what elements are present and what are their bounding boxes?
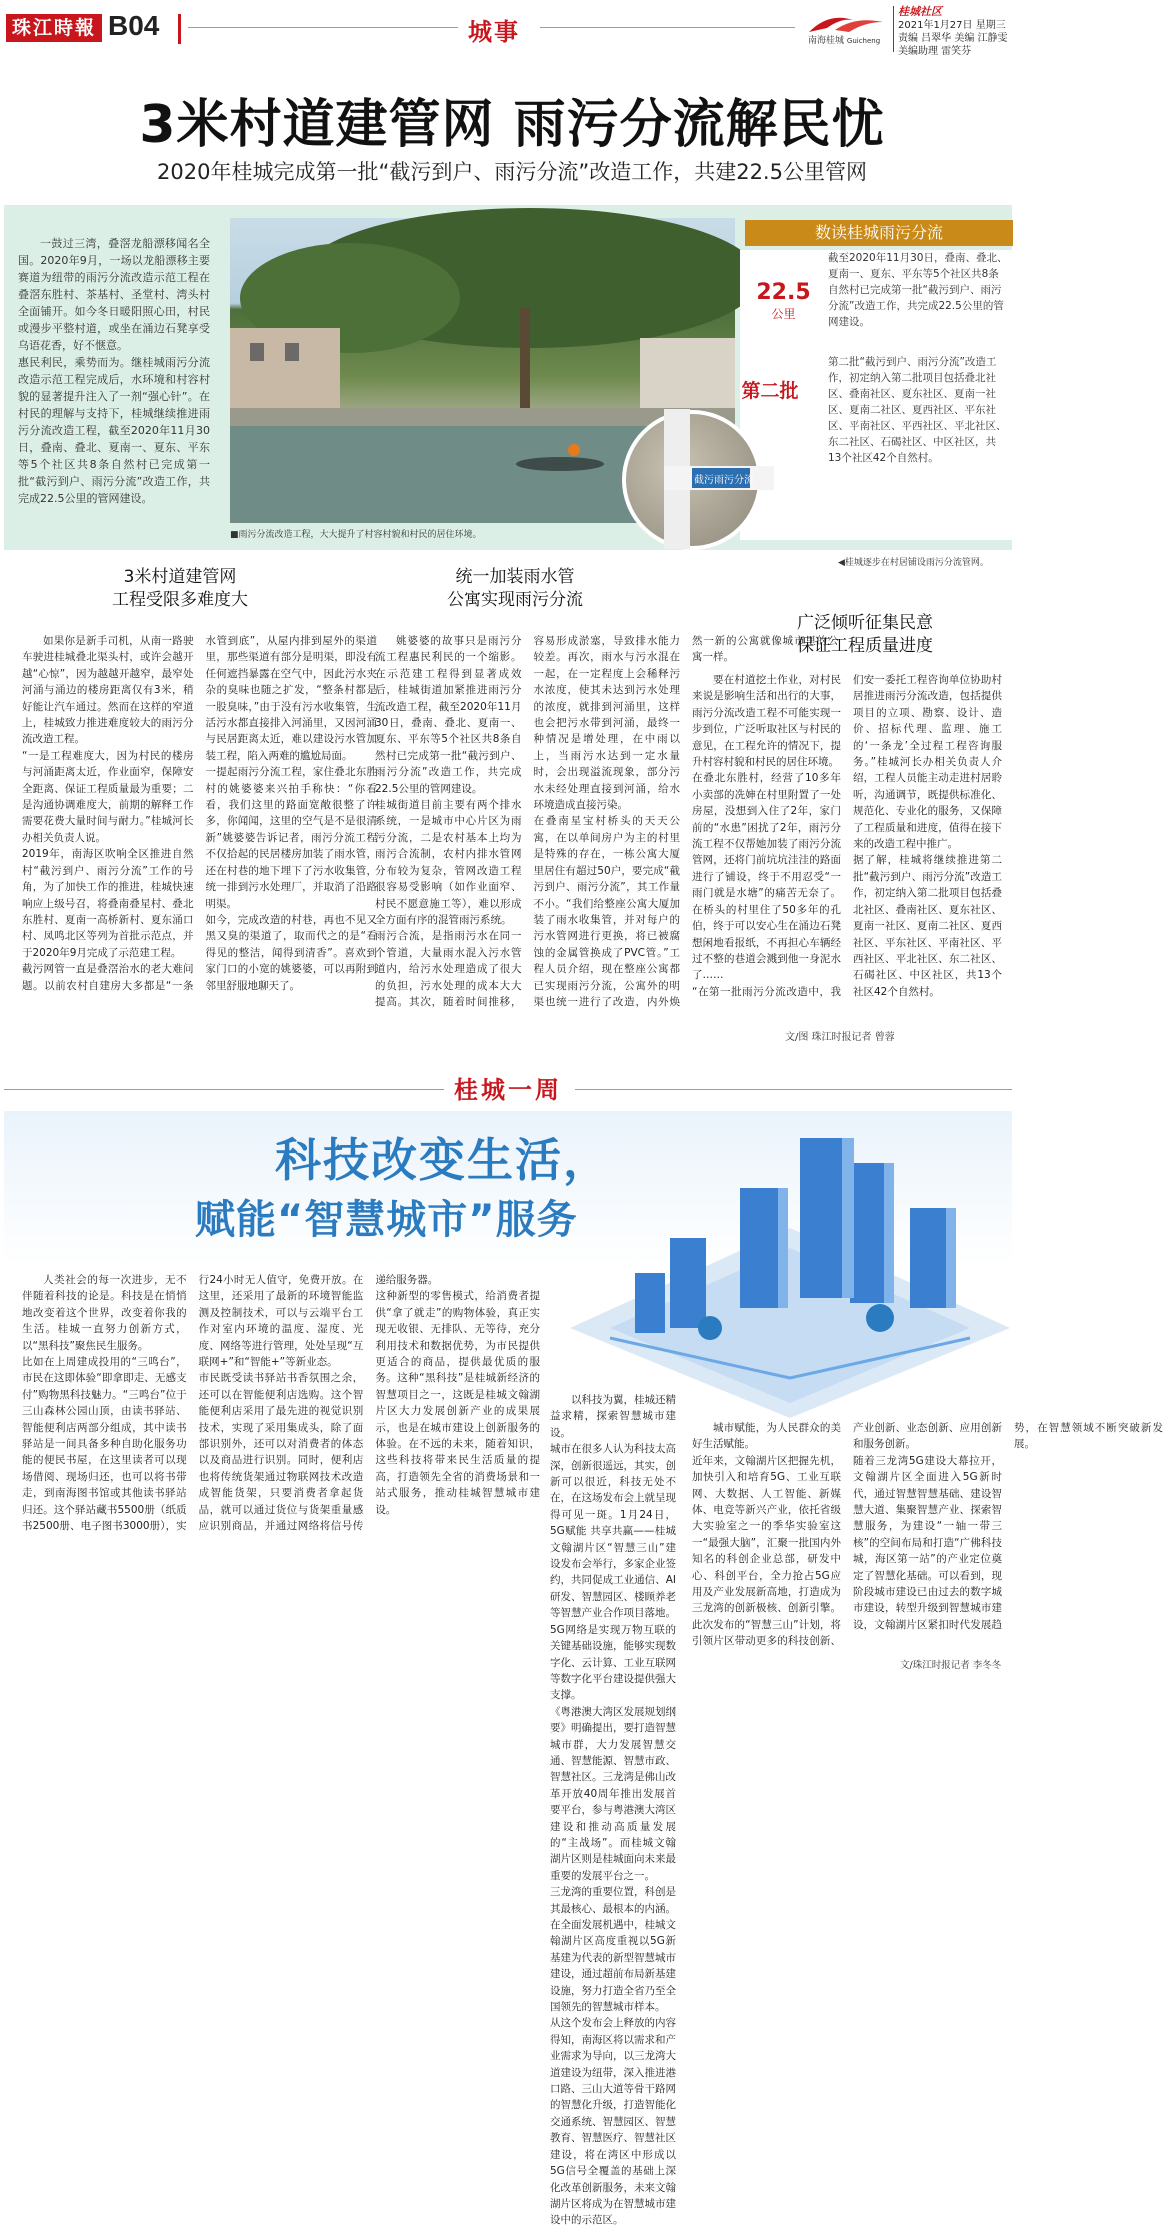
section2-credit: 文/珠江时报记者 李冬冬 xyxy=(900,1660,1002,1671)
section2-headline-1: 科技改变生活， xyxy=(275,1133,611,1187)
section2-headline-2: 赋能“智慧城市”服务 xyxy=(195,1197,578,1243)
newspaper-brand: 珠江時報 xyxy=(6,14,102,42)
pipe-caption: ◀桂城逐步在村居铺设雨污分流管网。 xyxy=(838,558,989,568)
editor-assistant: 美编助理 雷笑芬 xyxy=(898,46,972,57)
pipe-icon xyxy=(626,414,758,546)
header-divider xyxy=(178,14,181,44)
stat-unit: 公里 xyxy=(771,307,796,321)
column-3-title: 广泛倾听征集民意 保证工程质量进度 xyxy=(797,613,933,656)
section2-title: 桂城一周 xyxy=(454,1076,562,1104)
column-3-text: 要在村道挖土作业，对村民来说是影响生活和出行的大事，雨污分流改造工程不可能实现一步到位，广泛听取社区与村民的意见，在工程允许的情况下，提升村容村貌和村民的居住环境。 在叠北东胜村，经营了10多年小卖部的冼婶在村里附置了一处房屋，没想到入住了2年，家门前的“水患”困扰了2年，雨污分流工程不仅帮她加装了雨污分流管网，还将门前坑坑洼洼的路面进行了铺设，终于不用忍受“一雨门就是水塘”的痛苦无奈了。在桥头的村里住了50多年的孔伯，终于可以安心生在涌边石凳想闲地看报纸，不再担心车辆经过不整的巷道会溅到他一身泥水了…… “在第一批雨污分流改造中，我们安一委托工程咨询单位协助村居推进雨污分流改造，包括提供项目的立项、勘察、设计、造价、招标代理、监理、施工的‘一条龙’全过程工程咨询服务。”桂城河长办相关负责人介绍，工程人员能主动走进村居聆听，沟通调节，既提供标准化、规范化、专业化的服务，又保障了工程质量和进度，值得在接下来的改造工程中推广。 据了解，桂城将继续推进第二批“截污到户、雨污分流”改造工作，初定纳入第二批项目包括叠北社区、叠南社区、夏东社区、夏南一社区、夏南二社区、夏西社区、平东社区、平南社区、平西社区、平北社区、东二社区、石碣社区、中区社区，共13个社区42个自然村。 xyxy=(692,674,1002,998)
column-2-text: 姚婆婆的故事只是雨污分流工程惠民利民的一个缩影。在示范建工程得到显著成效后，桂城街道加紧推进雨污分流改造工程，截至2020年11月30日，叠南、叠北、夏南一、夏东、平东等5个社区共8条自然村已完成第一批“截污到户、雨污分流”改造工作，共完成22.5公里的管网建设。 桂城街道目前主要有两个排水系统，一是城市中心片区为雨污分流，二是农村基本上均为雨污合流制，农村内排水管网分布较为复杂，管网改造工程很容易受影响（如作业面窄、村民不愿意施工等），难以形成全方面有序的混管雨污系统。 雨污合流，是指雨污水在同一个管道，大量雨水混入污水管道内，给污水处理造成了很大的负担，污水处理的成本大大提高。其次，随着时间推移，容易形成淤塞，导致排水能力较差。再次，雨水与污水混在一起，在一定程度上会稀释污水浓度，使其未达到污水处理的浓度，就排到河涌里，这样也会把污水带到河涌，最终一种情况是增处理，在中雨以上，当雨污水达到一定水量时，会出现溢流现象，部分污水未经处理直接到河涌，给水环境造成直接污染。 在叠南星宝村桥头的天天公寓，在以单间房户为主的村里是特殊的存在，一栋公寓大厦里居住有超过50户，要完成“截污到户、雨污分流”，其工作量不小。“我们给整座公寓大厦加装了雨水收集管，并对每户的污水管网进行更换，将已被腐蚀的金属管换成了PVC管。”工程人员介绍，现在整座公寓都已实现雨污分流，公寓外的明渠也统一进行了改造，内外焕然一新的公寓就像城市里的公寓一样。 xyxy=(375,635,839,1008)
section2-text-right: 城市赋能，为人民群众的美好生活赋能。 近年来，文翰湖片区把握先机，加快引入和培育5G、工业互联网、大数据、人工智能、新媒体、电竞等新兴产业，依托省级大实验室之一的季华实验室这一“最强大脑”，汇聚一批国内外知名的科创企业总部，研发中心、科创平台，全力抢占5G应用及产业发展新高地，打造成为三龙湾的创新极核、创新引擎。此次发布的“智慧三山”计划，将引领片区带动更多的科技创新、产业创新、业态创新、应用创新和服务创新。 随着三龙湾5G建设大幕拉开，文翰湖片区全面进入5G新时代，通过智慧智慧基础、建设智慧大道、集聚智慧产业、探索智慧服务，为建设“一轴一带三核”的空间布局和打造“广佛科技城，海区第一站”的产业定位奠定了智慧化基础。可以看到，现阶段城市建设已由过去的数字城市建设，转型升级到智慧城市建设，文翰湖片区紧扣时代发展趋势，在智慧领域不断突破新发展。 xyxy=(692,1422,1163,1648)
section-rule-right xyxy=(540,27,795,28)
intro-text: 一鼓过三湾，叠滘龙船漂移闻名全国。2020年9月，一场以龙船漂移主要赛道为纽带的雨污分流改造示范工程在叠滘东胜村、茶基村、圣堂村、湾头村全面铺开。如今冬日暖阳照心田，村民或漫步平整村道，或坐在涌边石凳享受乌语花香，好不惬意。 惠民利民，乘势而为。继桂城雨污分流改造示范工程完成后，水环境和村容村貌的显著提升注入了一剂“强心针”。在村民的理解与支持下，桂城继续推进雨污分流改造工程，截至2020年11月30日，叠南、叠北、夏南一、夏东、平东等5个社区共8条自然村已完成第一批“截污到户、雨污分流”改造工作，共完成22.5公里的管网建设。 xyxy=(4,205,224,545)
stat-number: 22.5 xyxy=(756,280,811,305)
main-headline: 3米村道建管网 雨污分流解民忧 xyxy=(139,95,885,155)
column-1-text: 如果你是新手司机，从南一路驶车驶进桂城叠北渠头村，或许会越开越“心惊”，因为越越开越窄，最窄处河涌与涌边的楼房距离仅有3米，稍好能让汽车通过。然而在这样的窄道上，桂城致力推进难度较大的雨污分流改造工程。 “一是工程难度大，因为村民的楼房与河涌距离太近，作业面窄，保障安全距离、保证工程质量最为重要；二是沟通协调难度大，前期的解释工作需要花费大量时间与耐力。”桂城河长办相关负责人说。 2019年，南海区吹响全区推进自然村“截污到户、雨污分流”工作的号角，为了加快工作的推进，桂城快速响应上级号召，将叠南叠星村、叠北东胜村、夏南一高桥新村、夏东涌口村、凤鸣北区等列为首批示范点，并于2020年9月完成了示范建工程。 截污网管一直是叠滘治水的老大难问题。以前农村自建房大多都是“一条水管到底”，从屋内排到屋外的渠道里，那些渠道有部分是明渠，即没有任何遮挡暴露在空气中，因此污水夹杂的臭味也随之扩发，“整条村都是一股臭味，”由于没有污水收集管，生活污水都直接排入河涌里，又因河涌与民居距离太近，难以建设污水管加装工程，陷入两难的尴尬局面。 一提起雨污分流工程，家住叠北东胜村的姚婆婆来兴拍手称快：“你看看，我们这里的路面宽敞很整了许多，你闻闻，这里的空气是不是很清新”姚婆婆告诉记者，雨污分流工程不仅拾起的民居楼房加装了雨水管，还在村巷的地下埋下了污水收集管，统一排到污水处理厂，并取消了沿路明渠。 如今，完成改造的村巷，再也不见又黑又臭的渠道了，取而代之的是“看得见的整洁，闻得到清香”。喜欢到家门口的小宽的姚婆婆，可以再附到邻里舒服地聊天了。 xyxy=(22,635,377,992)
photo-caption: ■雨污分流改造工程，大大提升了村容村貌和村民的居住环境。 xyxy=(230,530,482,540)
editors: 责编 吕翠华 美编 江静雯 xyxy=(898,33,1008,44)
stats-title: 数读桂城雨污分流 xyxy=(745,220,1013,246)
column-name: 桂城社区 xyxy=(898,5,942,18)
pipe-label: 截污雨污分流 xyxy=(694,475,754,486)
section2-rule-left xyxy=(4,1089,444,1090)
issue-date: 2021年1月27日 星期三 xyxy=(898,20,1006,31)
article-credit: 文/图 珠江时报记者 曾蓉 xyxy=(785,1032,895,1043)
stat-text-1: 截至2020年11月30日，叠南、叠北、夏南一、夏东、平东等5个社区共8条自然村已完成第一批“截污到户、雨污分流”改造工作，共完成22.5公里的管网建设。 xyxy=(828,252,1008,328)
pipe-photo xyxy=(622,410,762,550)
logo-text: 南海桂城 Guicheng xyxy=(808,36,881,46)
section2-text-left: 人类社会的每一次进步，无不伴随着科技的论是。科技是在悄悄地改变着这个世界，改变着你我的生活。桂城一直努力创新方式，以“黑科技”聚焦民生服务。 比如在上周建成投用的“三鸣台”，市民在这即体验“即拿即走、无感支付”购物黑科技魅力。“三鸣台”位于三山森林公园山顶，由读书驿站、智能便利店两部分组成，其中读书驿站是一间具备多种自助化服务功能的便民书屋，在这里读者可以现场借阅、现场归还，也可以将书带走，到南海图书馆或其他读书驿站归还。这个驿站藏书5500册（纸质书2500册、电子图书3000册），实行24小时无人值守，免费开放。在这里，还采用了最新的环境智能监测及控制技术，可以与云端平台工作对室内环境的温度、湿度、光度、网络等进行管理，处处呈现“互联网+”和“智能+”等新业态。 市民既受读书驿站书香氛围之余，还可以在智能便利店选购。这个智能便利店采用了最先进的视觉识别技术，实现了采用集成头，除了面部识别外，还可以对消费者的体态以及商品进行识别。同时，便利店也将传统货架通过物联网技术改造成智能货架，只要消费者拿起货品，就可以通过货位与货架重量感应识别商品，并通过网络将信号传递给服务器。 这种新型的零售模式，给消费者提供“拿了就走”的购物体验，真正实现无收银、无排队、无等待，充分利用技术和数据优势，为市民提供更适合的商品，提供最优质的服务。这种“黑科技”是桂城新经济的智慧项目之一，这既是桂城文翰湖片区大力发展创新产业的成果展示，也是在城市建设上创新服务的体验。在不远的未来，随着知识，这些科技将带来民生活质量的提高，打造领先全省的消费场景和一站式服务，推动桂城智慧城市建设。 xyxy=(22,1274,540,1533)
section2-text-middle: 以科技为翼，桂城还精益求精，探索智慧城市建设。 城市在很多人认为科技太高深，创新很遥远，其实，创新可以很近，科技无处不在，在这场发布会上就呈现得可见一斑。1月24日，5G赋能 共享共赢——桂城文翰湖片区“智慧三山”建设发布会举行，多家企业签约，共同促成工业通信、AI研发、智慧园区、楼顾养老等智慧产业合作项目落地。5G网络是实现万物互联的关键基础设施，能够实现数字化、云计算、工业互联网等数字化平台建设提供强大支撑。 《粤港澳大湾区发展规划纲要》明确提出，要打造智慧城市群，大力发展智慧交通、智慧能源、智慧市政、智慧社区。三龙湾是佛山改革开放40周年推出发展首要平台，参与粤港澳大湾区建设和推动高质量发展的“主战场”。而桂城文翰湖片区则是桂城面向未来最重要的发展平台之一。 三龙湾的重要位置，科创是其最核心、最根本的内涵。在全面发展机遇中，桂城文翰湖片区高度重视以5G新基建为代表的新型智慧城市建设，通过超前布局新基建设施，努力打造全省乃至全国领先的智慧城市样本。 从这个发布会上释放的内容得知，南海区将以需求和产业需求为导向，以三龙湾大道建设为纽带，深入推进港口路、三山大道等骨干路网的智慧化升级，打造智能化交通系统、智慧园区、智慧教育、智慧医疗、智慧社区建设，将在湾区中形成以5G信号全覆盖的基础上深化改革创新服务，未来文翰湖片区将成为在智慧城市建设中的示范区。 xyxy=(550,1394,676,2227)
column-1-title: 3米村道建管网 工程受限多难度大 xyxy=(112,567,248,610)
stat-22-5 xyxy=(756,280,811,322)
header-meta-divider xyxy=(893,6,894,52)
section2-rule-right xyxy=(575,1089,1012,1090)
page-number: B04 xyxy=(108,10,160,41)
smart-city-illustration-icon xyxy=(550,1118,1018,1418)
stat-second-batch: 第二批 xyxy=(741,380,799,402)
column-2-title: 统一加装雨水管 公寓实现雨污分流 xyxy=(447,567,583,610)
stat-text-2: 第二批“截污到户、雨污分流”改造工作，初定纳入第二批项目包括叠北社区、叠南社区、夏东社区、夏南一社区、夏南二社区、夏西社区、平东社区、平南社区、平西社区、平北社区、东二社区、石碣社区、中区社区，共13个社区42个自然村。 xyxy=(828,356,1007,464)
section-rule-left xyxy=(188,27,458,28)
section-title: 城事 xyxy=(468,18,520,46)
stats-box xyxy=(740,250,1012,540)
main-subheadline: 2020年桂城完成第一批“截污到户、雨污分流”改造工作，共建22.5公里管网 xyxy=(157,160,867,184)
